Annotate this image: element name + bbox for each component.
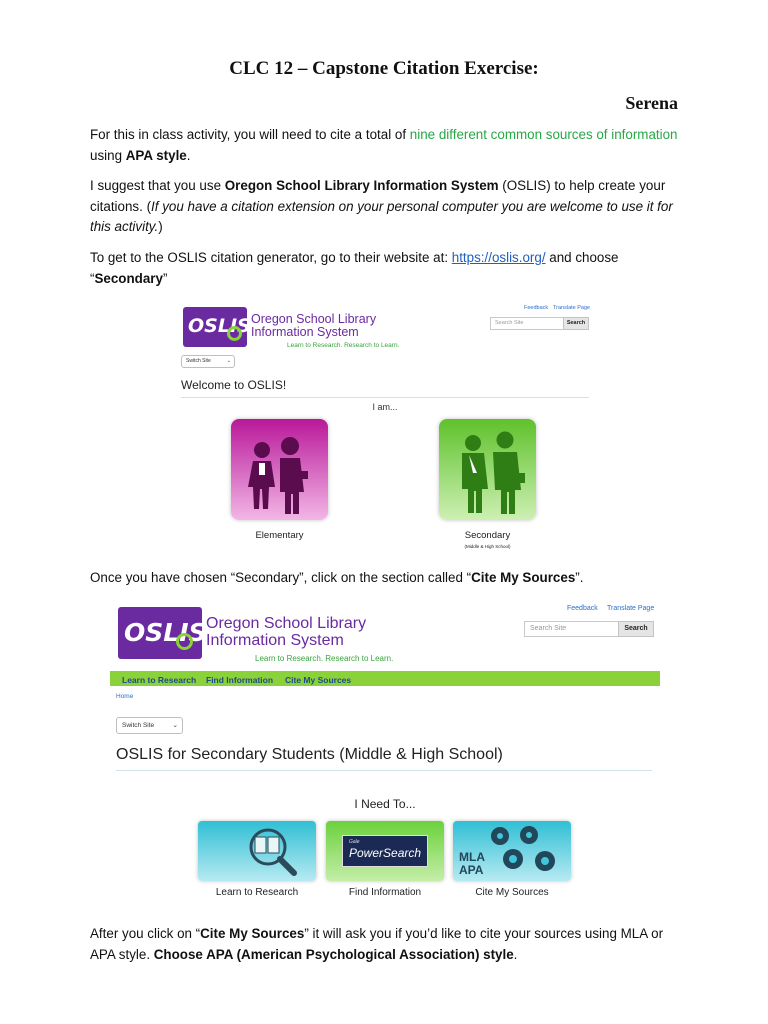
find-information-label[interactable]: Find Information — [348, 887, 422, 898]
p2-italic: If you have a citation extension on your personal computer you are welcome to use it for this activity. — [90, 198, 673, 234]
chevron-down-icon: ⌄ — [172, 722, 178, 729]
switch-site-select[interactable]: Switch Site ⌄ — [181, 355, 235, 368]
p4-text-c: ”. — [575, 570, 584, 585]
p2-bold: Oregon School Library Information System — [224, 178, 499, 193]
nav-find-information[interactable]: Find Information — [206, 675, 274, 685]
powersearch-logo: Gale PowerSearch — [342, 835, 428, 867]
switch-site-select[interactable]: Switch Site ⌄ — [116, 717, 183, 734]
oslis-link[interactable]: https://oslis.org/ — [451, 250, 546, 265]
p2-text-b: (OSLIS) to help create your citations. ( — [90, 178, 666, 214]
oslis-logo: OSLIS — [183, 307, 247, 347]
elementary-card[interactable] — [231, 419, 328, 520]
search-input[interactable]: Search Site — [490, 317, 566, 330]
p5-text-c: . — [513, 946, 518, 962]
feedback-link[interactable]: Feedback — [524, 305, 549, 311]
i-am-label: I am... — [372, 402, 398, 412]
divider — [181, 397, 589, 398]
mla-apa-text: MLA APA — [459, 850, 485, 877]
p1-text-b: using — [90, 147, 126, 163]
secondary-card[interactable] — [439, 419, 536, 520]
learn-to-research-tile[interactable] — [198, 821, 316, 881]
p5-bold-2: Choose APA (American Psychological Association) style — [153, 946, 514, 962]
document-title: CLC 12 – Capstone Citation Exercise: — [229, 58, 539, 79]
oslis-secondary-screenshot — [110, 597, 660, 912]
tagline: Learn to Research. Research to Learn. — [255, 654, 394, 663]
translate-link[interactable]: Translate Page — [607, 605, 655, 612]
main-nav — [110, 671, 660, 686]
brand-name: Oregon School Library Information System — [251, 312, 377, 340]
secondary-sublabel: (Middle & High School) — [464, 544, 511, 549]
cite-my-sources-paragraph — [90, 568, 682, 589]
oslis-home-screenshot — [178, 298, 592, 560]
divider — [116, 770, 652, 771]
search-button[interactable]: Search — [618, 621, 654, 637]
tagline: Learn to Research. Research to Learn. — [287, 342, 400, 349]
p2-text-a: I suggest that you use — [90, 178, 225, 193]
secondary-students-icon — [439, 419, 536, 520]
p1-bold: APA style — [125, 147, 187, 163]
p3-text-a: To get to the OSLIS citation generator, go to their website at: — [90, 250, 452, 265]
cite-my-sources-label[interactable]: Cite My Sources — [475, 887, 549, 898]
find-information-tile[interactable] — [326, 821, 444, 881]
apa-style-paragraph — [90, 924, 682, 965]
p2-text-c: ) — [158, 219, 163, 234]
elementary-students-icon — [231, 419, 328, 520]
nav-learn-to-research[interactable]: Learn to Research — [122, 675, 197, 685]
nav-cite-my-sources[interactable]: Cite My Sources — [285, 675, 352, 685]
p5-text-b: ” it will ask you if you’d like to cite your sources using MLA or APA style. — [90, 926, 664, 962]
chevron-down-icon: ⌄ — [226, 358, 231, 364]
elementary-label[interactable]: Elementary — [255, 530, 304, 541]
brand-name: Oregon School Library Information System — [206, 615, 367, 649]
welcome-heading: Welcome to OSLIS! — [181, 378, 287, 392]
p3-text-c: ” — [162, 270, 168, 286]
author-name: Serena — [625, 93, 678, 113]
secondary-label[interactable]: Secondary — [464, 530, 511, 541]
learn-to-research-label[interactable]: Learn to Research — [215, 887, 299, 898]
i-need-to-label: I Need To... — [354, 797, 416, 811]
p1-text-c: . — [186, 147, 191, 163]
p3-text-b: and choose “ — [90, 250, 619, 286]
oslis-logo: OSLIS — [118, 607, 202, 659]
p3-bold: Secondary — [94, 270, 163, 286]
search-button[interactable]: Search — [563, 317, 589, 330]
breadcrumb-home[interactable]: Home — [116, 693, 134, 700]
translate-link[interactable]: Translate Page — [553, 305, 591, 311]
p5-bold: Cite My Sources — [200, 926, 305, 941]
book-magnifier-icon — [198, 821, 316, 881]
p4-bold: Cite My Sources — [471, 570, 576, 585]
p4-text-a: Once you have chosen “Secondary”, click on the section called “ — [90, 570, 472, 585]
page-heading: OSLIS for Secondary Students (Middle & High School) — [116, 746, 503, 763]
p1-text-a: For this in class activity, you will need to cite a total of — [90, 127, 410, 142]
feedback-link[interactable]: Feedback — [567, 605, 598, 612]
oslis-suggestion-paragraph — [90, 176, 682, 238]
p5-text-a: After you click on “ — [90, 926, 201, 941]
search-input[interactable]: Search Site — [524, 621, 619, 637]
p1-highlight: nine different common sources of information — [409, 127, 678, 142]
cite-my-sources-tile[interactable] — [453, 821, 571, 881]
website-paragraph — [90, 248, 682, 289]
intro-paragraph — [90, 125, 682, 166]
